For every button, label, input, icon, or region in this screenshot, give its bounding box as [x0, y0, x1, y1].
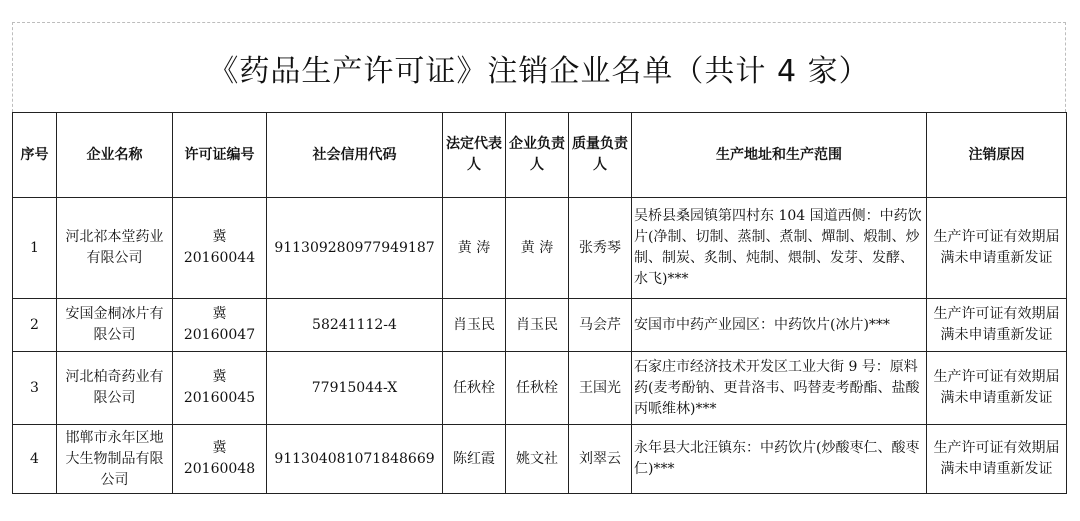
cell-address-scope: 石家庄市经济技术开发区工业大街 9 号：原料药(麦考酚钠、更昔洛韦、吗替麦考酚酯、盐酸丙哌维林)*** [632, 352, 927, 425]
cell-legal-rep: 黄 涛 [443, 198, 506, 299]
cell-reason: 生产许可证有效期届满未申请重新发证 [927, 425, 1067, 494]
cell-quality: 张秀琴 [569, 198, 632, 299]
cell-address-scope: 吴桥县桑园镇第四村东 104 国道西侧：中药饮片(净制、切制、蒸制、煮制、燀制、煅制、炒制、制炭、炙制、炖制、煨制、发芽、发酵、水飞)*** [632, 198, 927, 299]
col-header-index: 序号 [13, 113, 57, 198]
cell-legal-rep: 陈红霞 [443, 425, 506, 494]
table-row [13, 198, 1067, 299]
cell-quality: 刘翠云 [569, 425, 632, 494]
cell-index: 4 [13, 425, 57, 494]
col-header-manager: 企业负责人 [506, 113, 569, 198]
cell-manager: 肖玉民 [506, 299, 569, 352]
cell-company: 河北柏奇药业有限公司 [57, 352, 173, 425]
deregistered-companies-table [12, 112, 1067, 494]
cell-address-scope: 永年县大北汪镇东：中药饮片(炒酸枣仁、酸枣仁)*** [632, 425, 927, 494]
page-title: 《药品生产许可证》注销企业名单（共计 4 家） [208, 54, 870, 89]
cell-license: 冀 20160047 [173, 299, 267, 352]
cell-license: 冀 20160048 [173, 425, 267, 494]
cell-reason: 生产许可证有效期届满未申请重新发证 [927, 299, 1067, 352]
cell-legal-rep: 任秋栓 [443, 352, 506, 425]
col-header-quality: 质量负责人 [569, 113, 632, 198]
col-header-address-scope: 生产地址和生产范围 [632, 113, 927, 198]
cell-credit-code: 911309280977949187 [267, 198, 443, 299]
col-header-legal-rep: 法定代表人 [443, 113, 506, 198]
cell-credit-code: 77915044-X [267, 352, 443, 425]
col-header-credit-code: 社会信用代码 [267, 113, 443, 198]
cell-company: 安国金桐冰片有限公司 [57, 299, 173, 352]
cell-license: 冀 20160044 [173, 198, 267, 299]
cell-index: 1 [13, 198, 57, 299]
col-header-reason: 注销原因 [927, 113, 1067, 198]
cell-reason: 生产许可证有效期届满未申请重新发证 [927, 198, 1067, 299]
col-header-license: 许可证编号 [173, 113, 267, 198]
cell-manager: 黄 涛 [506, 198, 569, 299]
cell-credit-code: 58241112-4 [267, 299, 443, 352]
cell-credit-code: 911304081071848669 [267, 425, 443, 494]
cell-quality: 王国光 [569, 352, 632, 425]
cell-company: 邯郸市永年区地大生物制品有限公司 [57, 425, 173, 494]
cell-manager: 姚文社 [506, 425, 569, 494]
cell-manager: 任秋栓 [506, 352, 569, 425]
table-header-row [13, 113, 1067, 198]
table-row [13, 425, 1067, 494]
col-header-company: 企业名称 [57, 113, 173, 198]
table-row [13, 299, 1067, 352]
cell-quality: 马会芹 [569, 299, 632, 352]
cell-legal-rep: 肖玉民 [443, 299, 506, 352]
cell-reason: 生产许可证有效期届满未申请重新发证 [927, 352, 1067, 425]
cell-company: 河北祁本堂药业有限公司 [57, 198, 173, 299]
cell-address-scope: 安国市中药产业园区：中药饮片(冰片)*** [632, 299, 927, 352]
cell-license: 冀 20160045 [173, 352, 267, 425]
cell-index: 2 [13, 299, 57, 352]
table-row [13, 352, 1067, 425]
cell-index: 3 [13, 352, 57, 425]
